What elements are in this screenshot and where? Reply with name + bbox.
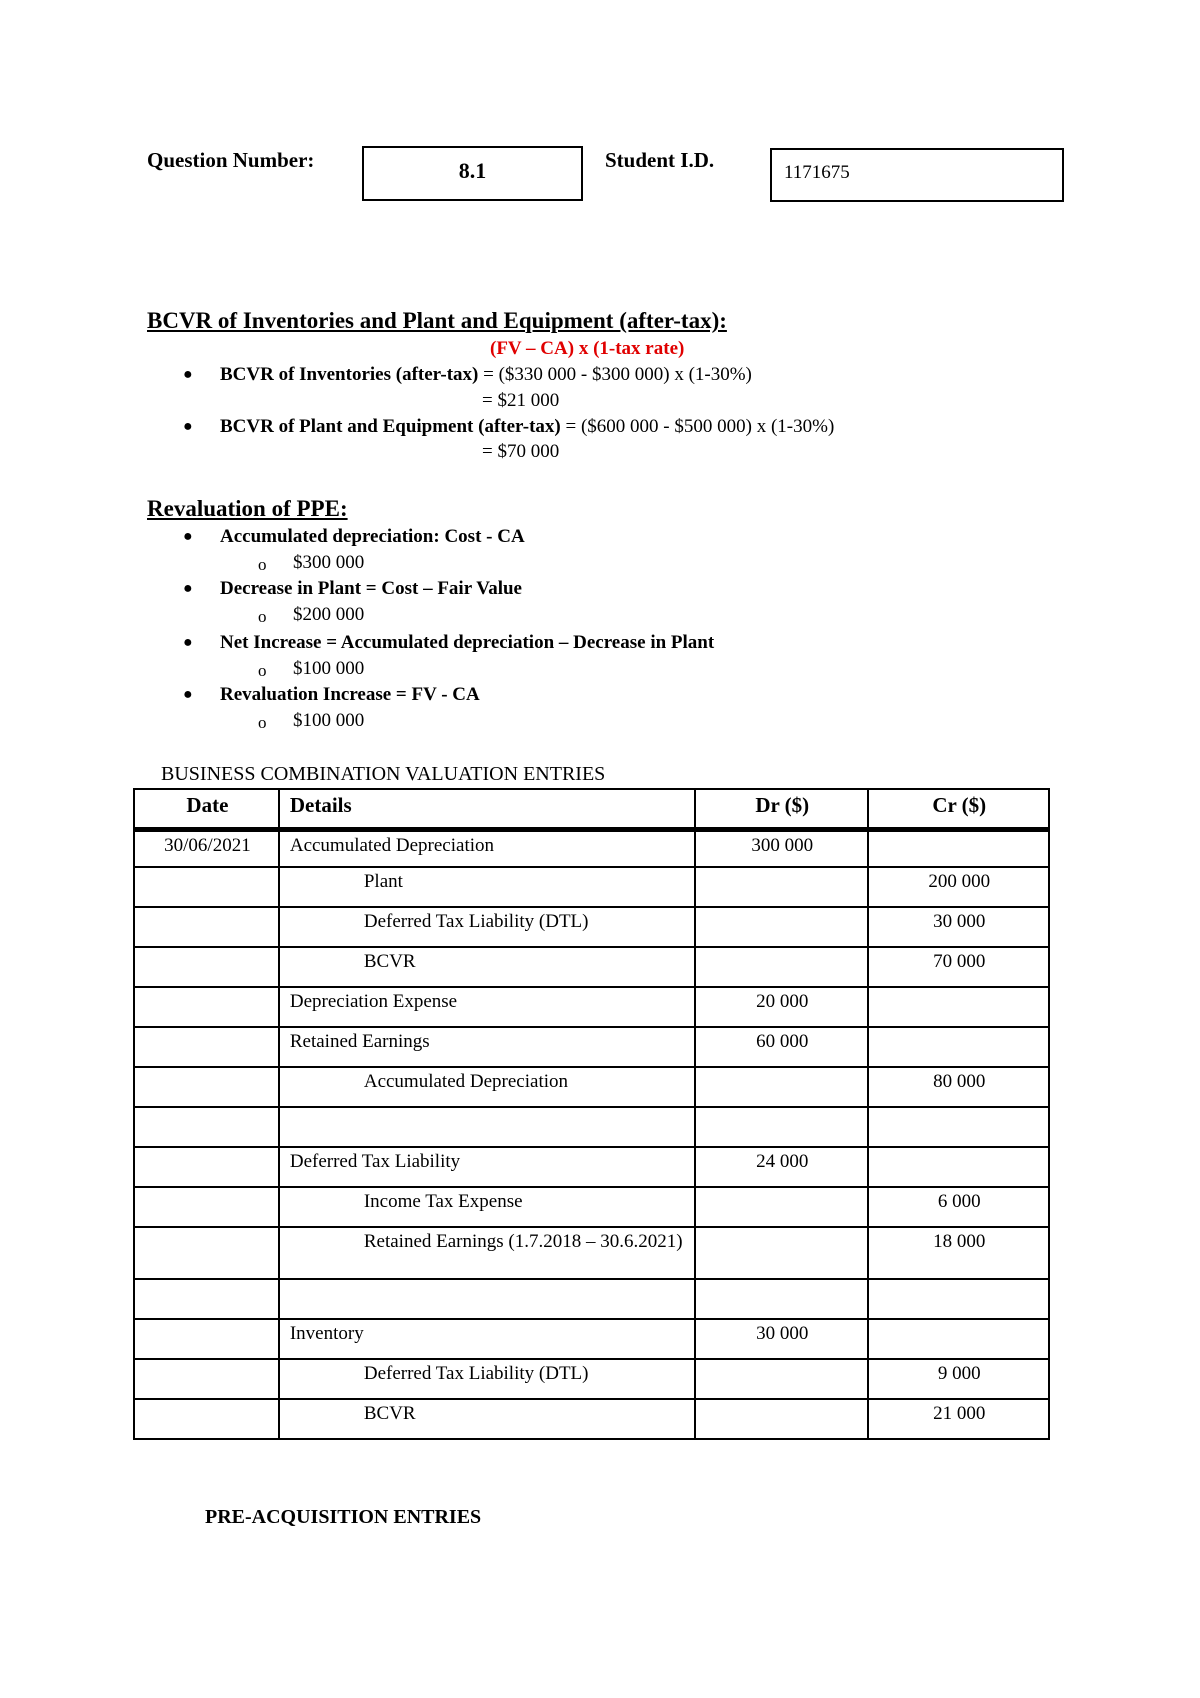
cell-date bbox=[134, 1399, 279, 1439]
cell-cr: 21 000 bbox=[868, 1399, 1050, 1439]
table-row bbox=[134, 1227, 1049, 1279]
cell-dr: 30 000 bbox=[695, 1319, 868, 1359]
bcvr-inventories-label: BCVR of Inventories (after-tax) bbox=[220, 364, 479, 385]
cell-details: Plant bbox=[279, 867, 695, 907]
cell-details: Retained Earnings (1.7.2018 – 30.6.2021) bbox=[279, 1227, 695, 1279]
cell-date bbox=[134, 947, 279, 987]
bullet-icon: ● bbox=[183, 634, 193, 651]
bcvr-inventories-result: = $21 000 bbox=[482, 390, 560, 411]
cell-dr bbox=[695, 1107, 868, 1147]
cell-details: Deferred Tax Liability (DTL) bbox=[279, 907, 695, 947]
bcvr-inventories-expr: = ($330 000 - $300 000) x (1-30%) bbox=[478, 364, 752, 385]
cell-cr bbox=[868, 1107, 1050, 1147]
cell-dr bbox=[695, 1279, 868, 1319]
pre-acquisition-caption: PRE-ACQUISITION ENTRIES bbox=[205, 1506, 482, 1528]
cell-details: Inventory bbox=[279, 1319, 695, 1359]
sub-bullet-icon: o bbox=[258, 713, 267, 732]
revaluation-item-value: $200 000 bbox=[293, 604, 365, 625]
cell-cr bbox=[868, 987, 1050, 1027]
sub-bullet-icon: o bbox=[258, 607, 267, 626]
cell-cr: 6 000 bbox=[868, 1187, 1050, 1227]
cell-date bbox=[134, 867, 279, 907]
cell-details: Deferred Tax Liability bbox=[279, 1147, 695, 1187]
revaluation-item-value: $100 000 bbox=[293, 658, 365, 679]
cell-details: BCVR bbox=[279, 1399, 695, 1439]
cell-details: Accumulated Depreciation bbox=[279, 1067, 695, 1107]
cell-cr bbox=[868, 1147, 1050, 1187]
table-row bbox=[134, 1399, 1049, 1439]
cell-dr: 60 000 bbox=[695, 1027, 868, 1067]
bcvr-pe-line bbox=[220, 416, 834, 438]
cell-date bbox=[134, 1319, 279, 1359]
revaluation-item-label: Accumulated depreciation: Cost - CA bbox=[220, 526, 525, 547]
bcve-table-body bbox=[134, 829, 1049, 1439]
cell-cr: 18 000 bbox=[868, 1227, 1050, 1279]
table-row bbox=[134, 987, 1049, 1027]
student-id-box[interactable] bbox=[770, 148, 1064, 202]
cell-dr bbox=[695, 1067, 868, 1107]
cell-date bbox=[134, 1147, 279, 1187]
revaluation-item-label: Net Increase = Accumulated depreciation – Decrease in Plant bbox=[220, 632, 715, 653]
cell-date bbox=[134, 1067, 279, 1107]
cell-dr: 20 000 bbox=[695, 987, 868, 1027]
header-details: Details bbox=[279, 789, 695, 829]
cell-dr: 24 000 bbox=[695, 1147, 868, 1187]
bcvr-pe-expr: = ($600 000 - $500 000) x (1-30%) bbox=[560, 416, 835, 437]
question-number-value: 8.1 bbox=[458, 158, 487, 183]
cell-cr: 200 000 bbox=[868, 867, 1050, 907]
table-row bbox=[134, 947, 1049, 987]
header-date: Date bbox=[134, 789, 279, 829]
table-row bbox=[134, 1187, 1049, 1227]
table-row bbox=[134, 867, 1049, 907]
bullet-icon: ● bbox=[183, 580, 193, 597]
bcvr-pe-result: = $70 000 bbox=[482, 441, 560, 462]
cell-details bbox=[279, 1107, 695, 1147]
table-row bbox=[134, 1147, 1049, 1187]
table-row bbox=[134, 1067, 1049, 1107]
cell-details: Income Tax Expense bbox=[279, 1187, 695, 1227]
table-row bbox=[134, 829, 1049, 867]
cell-date bbox=[134, 1187, 279, 1227]
bullet-icon: ● bbox=[183, 528, 193, 545]
cell-details: Deferred Tax Liability (DTL) bbox=[279, 1359, 695, 1399]
cell-date bbox=[134, 907, 279, 947]
revaluation-item-label: Decrease in Plant = Cost – Fair Value bbox=[220, 578, 522, 599]
cell-date bbox=[134, 987, 279, 1027]
revaluation-heading: Revaluation of PPE: bbox=[147, 496, 348, 521]
cell-cr: 70 000 bbox=[868, 947, 1050, 987]
cell-cr: 30 000 bbox=[868, 907, 1050, 947]
sub-bullet-icon: o bbox=[258, 661, 267, 680]
sub-bullet-icon: o bbox=[258, 555, 267, 574]
cell-date bbox=[134, 1359, 279, 1399]
revaluation-item-label: Revaluation Increase = FV - CA bbox=[220, 684, 480, 705]
question-number-box[interactable] bbox=[362, 146, 583, 201]
cell-dr bbox=[695, 907, 868, 947]
bullet-icon: ● bbox=[183, 418, 193, 435]
cell-details bbox=[279, 1279, 695, 1319]
table-row bbox=[134, 1027, 1049, 1067]
cell-cr: 80 000 bbox=[868, 1067, 1050, 1107]
cell-dr bbox=[695, 1359, 868, 1399]
table-header-row bbox=[134, 789, 1049, 829]
table-row bbox=[134, 907, 1049, 947]
table-row bbox=[134, 1319, 1049, 1359]
cell-details: BCVR bbox=[279, 947, 695, 987]
bcvr-inventories-line bbox=[220, 364, 752, 386]
cell-dr bbox=[695, 867, 868, 907]
cell-date bbox=[134, 1027, 279, 1067]
cell-date bbox=[134, 1107, 279, 1147]
bcvr-heading: BCVR of Inventories and Plant and Equipment (after-tax): bbox=[147, 308, 727, 333]
header-cr: Cr ($) bbox=[868, 789, 1050, 829]
cell-cr: 9 000 bbox=[868, 1359, 1050, 1399]
bcve-table bbox=[133, 788, 1050, 1440]
cell-cr bbox=[868, 1279, 1050, 1319]
bcvr-pe-label: BCVR of Plant and Equipment (after-tax) bbox=[220, 416, 561, 437]
cell-date bbox=[134, 1279, 279, 1319]
cell-dr bbox=[695, 1227, 868, 1279]
cell-details: Depreciation Expense bbox=[279, 987, 695, 1027]
cell-details: Retained Earnings bbox=[279, 1027, 695, 1067]
revaluation-item-value: $100 000 bbox=[293, 710, 365, 731]
revaluation-item-value: $300 000 bbox=[293, 552, 365, 573]
cell-date bbox=[134, 1227, 279, 1279]
cell-cr bbox=[868, 1319, 1050, 1359]
question-number-label: Question Number: bbox=[147, 148, 315, 172]
student-id-label: Student I.D. bbox=[605, 148, 715, 172]
cell-dr bbox=[695, 1187, 868, 1227]
bullet-icon: ● bbox=[183, 366, 193, 383]
cell-dr bbox=[695, 1399, 868, 1439]
cell-cr bbox=[868, 1027, 1050, 1067]
table-row bbox=[134, 1359, 1049, 1399]
table-row bbox=[134, 1279, 1049, 1319]
cell-dr: 300 000 bbox=[695, 829, 868, 867]
student-id-value: 1171675 bbox=[784, 162, 850, 183]
cell-dr bbox=[695, 947, 868, 987]
bcve-caption: BUSINESS COMBINATION VALUATION ENTRIES bbox=[161, 763, 606, 785]
cell-date: 30/06/2021 bbox=[134, 829, 279, 867]
cell-cr bbox=[868, 829, 1050, 867]
bcvr-formula: (FV – CA) x (1-tax rate) bbox=[490, 338, 685, 359]
header-dr: Dr ($) bbox=[695, 789, 868, 829]
cell-details: Accumulated Depreciation bbox=[279, 829, 695, 867]
bullet-icon: ● bbox=[183, 686, 193, 703]
table-row bbox=[134, 1107, 1049, 1147]
